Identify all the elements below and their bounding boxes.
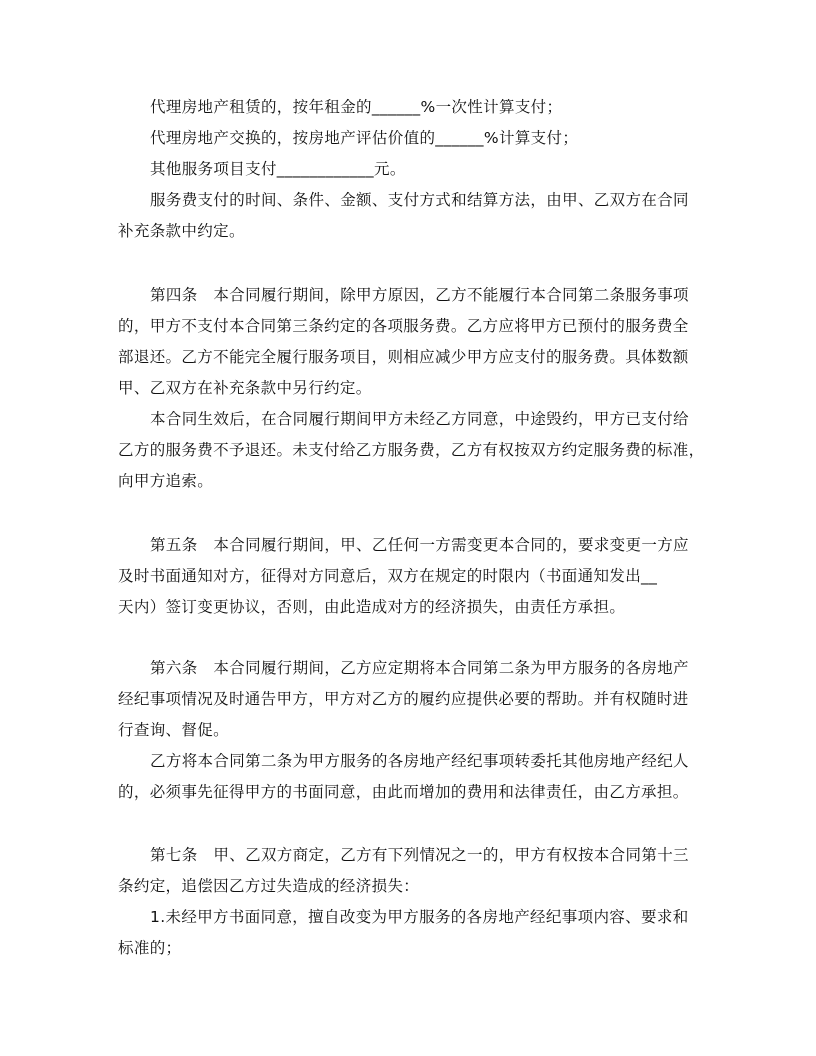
clause-heading-line: 第四条 本合同履行期间，除甲方原因，乙方不能履行本合同第二条服务事项 [150,286,689,304]
text-line: 乙方将本合同第二条为甲方服务的各房地产经纪事项转委托其他房地产经纪人 [150,752,689,770]
text-line: 天内）签订变更协议，否则，由此造成对方的经济损失，由责任方承担。 [118,598,626,616]
text-line: 的，必须事先征得甲方的书面同意，由此而增加的费用和法律责任，由乙方承担。 [118,783,689,801]
text-line: 本合同生效后，在合同履行期间甲方未经乙方同意，中途毁约，甲方已支付给 [150,410,689,428]
text-line: 行查询、督促。 [118,721,229,739]
list-item-line: 1.未经甲方书面同意，擅自改变为甲方服务的各房地产经纪事项内容、要求和 [150,908,689,926]
text-line: 的，甲方不支付本合同第三条约定的各项服务费。乙方应将甲方已预付的服务费全 [118,317,689,335]
text-line: 乙方的服务费不予退还。未支付给乙方服务费，乙方有权按双方约定服务费的标准， [118,441,705,459]
text-line: 经纪事项情况及时通告甲方，甲方对乙方的履约应提供必要的帮助。并有权随时进 [118,690,689,708]
clause-heading-line: 第六条 本合同履行期间，乙方应定期将本合同第二条为甲方服务的各房地产 [150,659,689,677]
text-line: 代理房地产租赁的，按年租金的______%一次性计算支付； [150,98,563,116]
text-line: 向甲方追索。 [118,472,214,490]
text-line: 及时书面通知对方，征得对方同意后，双方在规定的时限内（书面通知发出__ [118,567,658,585]
text-line: 补充条款中约定。 [118,222,245,240]
text-line: 条约定，追偿因乙方过失造成的经济损失： [118,877,420,895]
text-line: 标准的； [118,939,182,957]
clause-heading-line: 第五条 本合同履行期间，甲、乙任何一方需变更本合同的，要求变更一方应 [150,536,689,554]
text-line: 甲、乙双方在补充条款中另行约定。 [118,379,372,397]
clause-heading-line: 第七条 甲、乙双方商定，乙方有下列情况之一的，甲方有权按本合同第十三 [150,846,689,864]
text-line: 部退还。乙方不能完全履行服务项目，则相应减少甲方应支付的服务费。具体数额 [118,348,689,366]
text-line: 服务费支付的时间、条件、金额、支付方式和结算方法，由甲、乙双方在合同 [150,191,689,209]
text-line: 其他服务项目支付____________元。 [150,160,406,178]
text-line: 代理房地产交换的，按房地产评估价值的______%计算支付； [150,129,579,147]
